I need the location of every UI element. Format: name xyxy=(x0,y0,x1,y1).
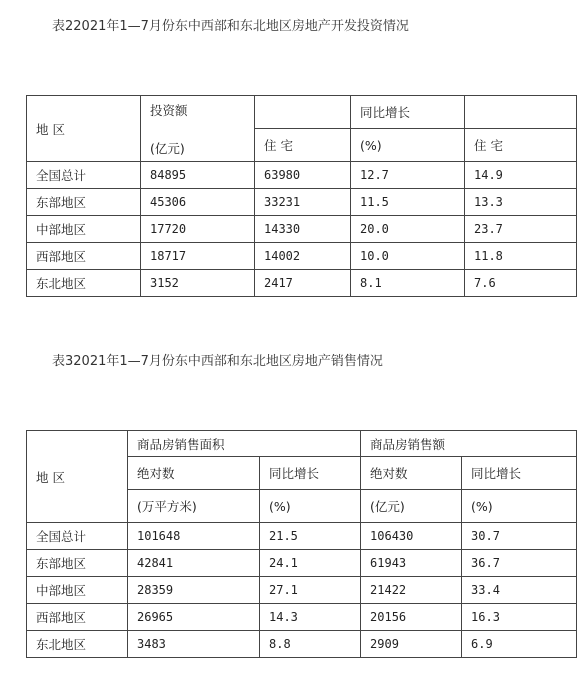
region-cell: 东部地区 xyxy=(27,189,141,216)
investment-label: 投资额 xyxy=(150,102,188,118)
region-cell: 中部地区 xyxy=(27,216,141,243)
sales-yoy-cell: 33.4 xyxy=(462,577,577,604)
region-header: 地 区 xyxy=(27,96,141,162)
yoy-cell: 20.0 xyxy=(351,216,465,243)
table-row xyxy=(27,243,577,270)
residential-cell: 14330 xyxy=(255,216,351,243)
sales-absolute-header: 绝对数 xyxy=(361,457,462,490)
residential-cell: 63980 xyxy=(255,162,351,189)
table-row xyxy=(27,270,577,297)
yoy-cell: 12.7 xyxy=(351,162,465,189)
region-cell: 东北地区 xyxy=(27,631,128,658)
sales-yoy-cell: 16.3 xyxy=(462,604,577,631)
yoy-blank-cell xyxy=(465,96,577,129)
table2-caption: 表22021年1—7月份东中西部和东北地区房地产开发投资情况 xyxy=(52,19,409,34)
yoy-header: 同比增长 xyxy=(351,96,465,129)
region-header: 地 区 xyxy=(27,431,128,523)
area-cell: 3483 xyxy=(128,631,260,658)
yoy-residential-cell: 11.8 xyxy=(465,243,577,270)
area-cell: 28359 xyxy=(128,577,260,604)
area-cell: 42841 xyxy=(128,550,260,577)
yoy-unit: (%) xyxy=(351,129,465,162)
sales-yoy-cell: 6.9 xyxy=(462,631,577,658)
residential-cell: 33231 xyxy=(255,189,351,216)
sales-cell: 20156 xyxy=(361,604,462,631)
sales-yoy-cell: 36.7 xyxy=(462,550,577,577)
sales-yoy-header: 同比增长 xyxy=(462,457,577,490)
table-row xyxy=(27,189,577,216)
sales-pct-unit: (%) xyxy=(462,490,577,523)
yoy-residential-header: 住 宅 xyxy=(465,129,577,162)
investment-cell: 18717 xyxy=(141,243,255,270)
investment-cell: 45306 xyxy=(141,189,255,216)
sales-cell: 106430 xyxy=(361,523,462,550)
region-cell: 西部地区 xyxy=(27,243,141,270)
region-cell: 中部地区 xyxy=(27,577,128,604)
area-yoy-cell: 21.5 xyxy=(260,523,361,550)
area-yoy-header: 同比增长 xyxy=(260,457,361,490)
table-row xyxy=(27,523,577,550)
yoy-residential-cell: 7.6 xyxy=(465,270,577,297)
area-yoy-cell: 14.3 xyxy=(260,604,361,631)
area-cell: 26965 xyxy=(128,604,260,631)
investment-cell: 84895 xyxy=(141,162,255,189)
area-unit: (万平方米) xyxy=(128,490,260,523)
table3-caption: 表32021年1—7月份东中西部和东北地区房地产销售情况 xyxy=(52,354,383,369)
residential-cell: 2417 xyxy=(255,270,351,297)
investment-header xyxy=(141,96,255,162)
region-cell: 全国总计 xyxy=(27,523,128,550)
table-row xyxy=(27,631,577,658)
yoy-residential-cell: 14.9 xyxy=(465,162,577,189)
investment-unit: (亿元) xyxy=(150,140,185,156)
sales-unit: (亿元) xyxy=(361,490,462,523)
table-row xyxy=(27,550,577,577)
table-row xyxy=(27,216,577,243)
sales-cell: 2909 xyxy=(361,631,462,658)
yoy-cell: 8.1 xyxy=(351,270,465,297)
yoy-residential-cell: 13.3 xyxy=(465,189,577,216)
residential-blank-cell xyxy=(255,96,351,129)
area-yoy-cell: 8.8 xyxy=(260,631,361,658)
investment-cell: 17720 xyxy=(141,216,255,243)
yoy-residential-cell: 23.7 xyxy=(465,216,577,243)
region-cell: 东部地区 xyxy=(27,550,128,577)
region-cell: 东北地区 xyxy=(27,270,141,297)
area-yoy-cell: 27.1 xyxy=(260,577,361,604)
region-cell: 全国总计 xyxy=(27,162,141,189)
sales-area-group-header: 商品房销售面积 xyxy=(128,431,361,457)
yoy-cell: 10.0 xyxy=(351,243,465,270)
sales-cell: 21422 xyxy=(361,577,462,604)
sales-cell: 61943 xyxy=(361,550,462,577)
table-row xyxy=(27,577,577,604)
investment-cell: 3152 xyxy=(141,270,255,297)
sales-table xyxy=(26,430,577,658)
investment-table xyxy=(26,95,577,297)
area-yoy-cell: 24.1 xyxy=(260,550,361,577)
table-row xyxy=(27,162,577,189)
yoy-cell: 11.5 xyxy=(351,189,465,216)
sales-amount-group-header: 商品房销售额 xyxy=(361,431,577,457)
region-cell: 西部地区 xyxy=(27,604,128,631)
sales-yoy-cell: 30.7 xyxy=(462,523,577,550)
table-row xyxy=(27,604,577,631)
residential-header: 住 宅 xyxy=(255,129,351,162)
area-cell: 101648 xyxy=(128,523,260,550)
area-pct-unit: (%) xyxy=(260,490,361,523)
area-absolute-header: 绝对数 xyxy=(128,457,260,490)
residential-cell: 14002 xyxy=(255,243,351,270)
